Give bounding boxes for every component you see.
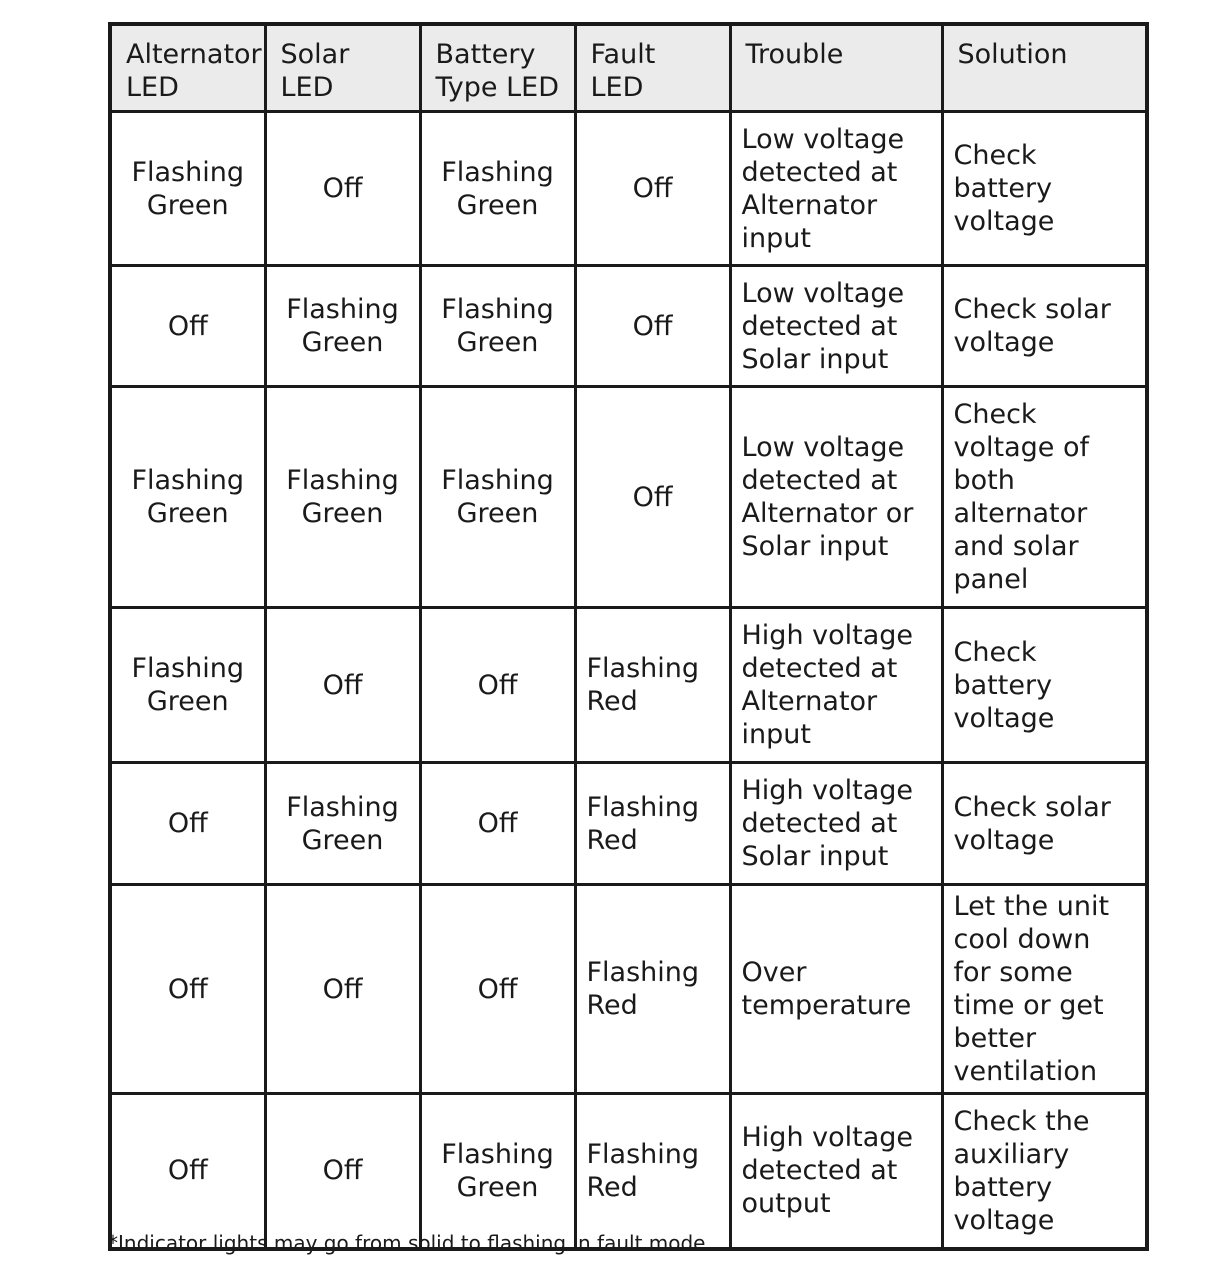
fault-led-cell: Flashing Red (575, 1094, 730, 1249)
battery-type-led-cell: Flashing Green (420, 112, 575, 266)
trouble-cell: Over temperature (730, 885, 942, 1094)
solar-led-cell: Flashing Green (265, 387, 420, 608)
battery-type-led-cell: Off (420, 608, 575, 763)
alternator-led-cell: Off (110, 763, 265, 885)
battery-type-led-cell: Off (420, 885, 575, 1094)
header-fault-led: Fault LED (575, 24, 730, 112)
footnote: *Indicator lights may go from solid to flashing in fault mode. (108, 1231, 712, 1255)
alternator-led-cell: Flashing Green (110, 608, 265, 763)
alternator-led-cell: Off (110, 885, 265, 1094)
solution-cell: Let the unit cool down for some time or get better ventilation (942, 885, 1147, 1094)
solution-cell: Check solar voltage (942, 266, 1147, 387)
solution-cell: Check battery voltage (942, 608, 1147, 763)
solution-cell: Check solar voltage (942, 763, 1147, 885)
header-row (110, 24, 1147, 112)
trouble-cell: Low voltage detected at Alternator input (730, 112, 942, 266)
trouble-cell: High voltage detected at Alternator input (730, 608, 942, 763)
alternator-led-cell: Flashing Green (110, 387, 265, 608)
battery-type-led-cell: Flashing Green (420, 266, 575, 387)
solution-cell: Check battery voltage (942, 112, 1147, 266)
alternator-led-cell: Off (110, 266, 265, 387)
trouble-cell: Low voltage detected at Alternator or Solar input (730, 387, 942, 608)
troubleshooting-table (108, 22, 1149, 1251)
table-row (110, 608, 1147, 763)
battery-type-led-cell: Off (420, 763, 575, 885)
trouble-cell: High voltage detected at Solar input (730, 763, 942, 885)
header-battery-type-led: Battery Type LED (420, 24, 575, 112)
solution-cell: Check the auxiliary battery voltage (942, 1094, 1147, 1249)
solar-led-cell: Off (265, 1094, 420, 1249)
battery-type-led-cell: Flashing Green (420, 387, 575, 608)
battery-type-led-cell: Flashing Green (420, 1094, 575, 1249)
header-solution: Solution (942, 24, 1147, 112)
table-row (110, 112, 1147, 266)
table-row (110, 763, 1147, 885)
header-solar-led: Solar LED (265, 24, 420, 112)
solar-led-cell: Off (265, 608, 420, 763)
table-row (110, 266, 1147, 387)
solar-led-cell: Flashing Green (265, 266, 420, 387)
fault-led-cell: Flashing Red (575, 608, 730, 763)
table-row (110, 1094, 1147, 1249)
header-trouble: Trouble (730, 24, 942, 112)
solar-led-cell: Flashing Green (265, 763, 420, 885)
table-row (110, 387, 1147, 608)
fault-led-cell: Off (575, 266, 730, 387)
table-row (110, 885, 1147, 1094)
alternator-led-cell: Off (110, 1094, 265, 1249)
trouble-cell: Low voltage detected at Solar input (730, 266, 942, 387)
solar-led-cell: Off (265, 112, 420, 266)
solar-led-cell: Off (265, 885, 420, 1094)
fault-led-cell: Flashing Red (575, 763, 730, 885)
solution-cell: Check voltage of both alternator and solar panel (942, 387, 1147, 608)
alternator-led-cell: Flashing Green (110, 112, 265, 266)
trouble-cell: High voltage detected at output (730, 1094, 942, 1249)
fault-led-cell: Flashing Red (575, 885, 730, 1094)
fault-led-cell: Off (575, 387, 730, 608)
fault-led-cell: Off (575, 112, 730, 266)
header-alternator-led: Alternator LED (110, 24, 265, 112)
